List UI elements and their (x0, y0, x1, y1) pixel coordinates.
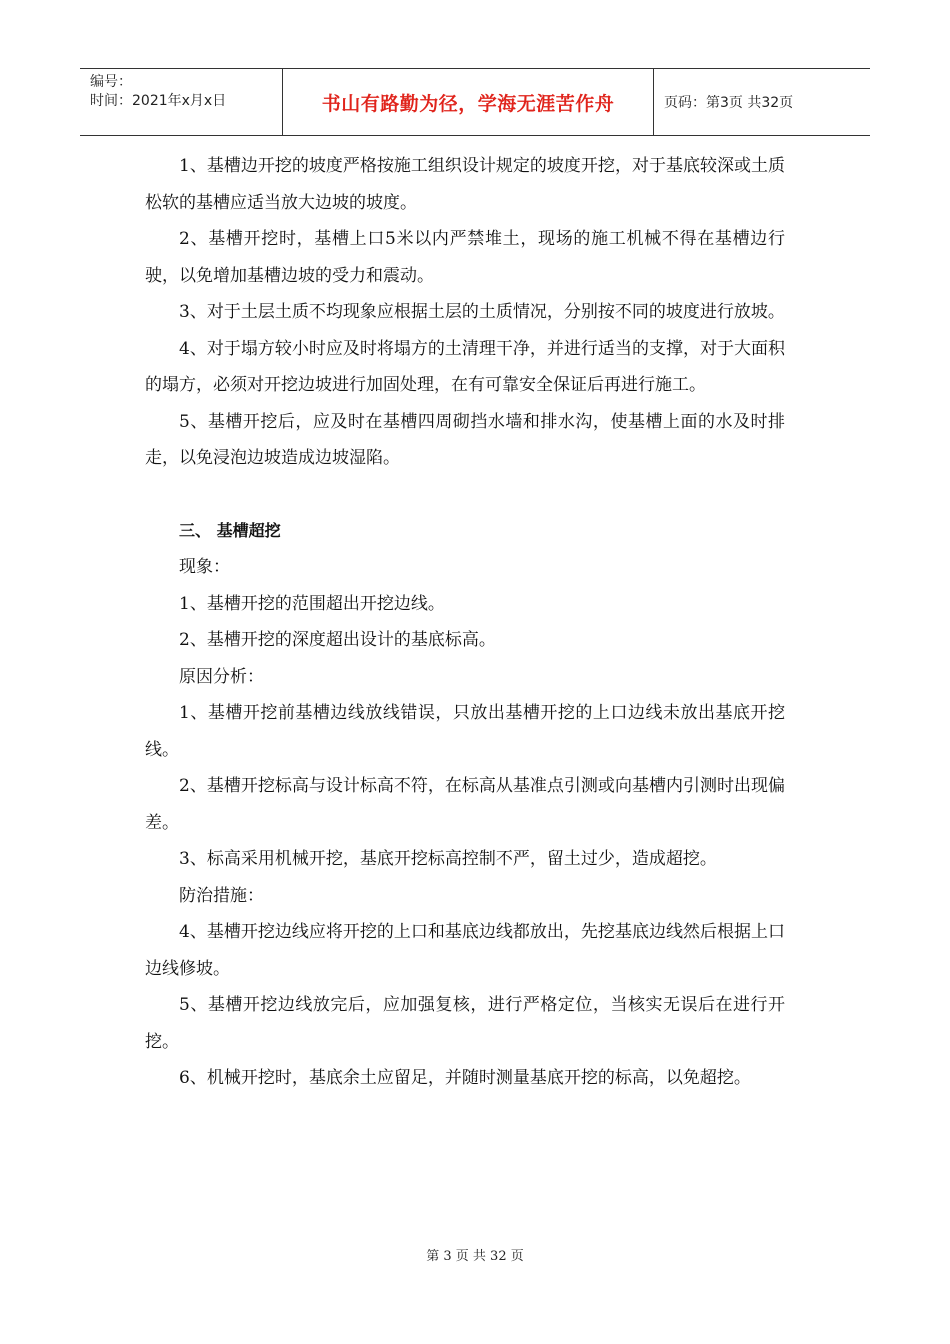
cause-item: 2、基槽开挖标高与设计标高不符，在标高从基准点引测或向基槽内引测时出现偏差。 (145, 776, 785, 833)
page-footer: 第 3 页 共 32 页 (426, 1249, 524, 1264)
number-label: 编号： (90, 74, 132, 90)
document-header (80, 68, 870, 136)
section-heading: 三、 基槽超挖 (179, 520, 281, 540)
paragraph: 2、基槽开挖时，基槽上口5米以内严禁堆土，现场的施工机械不得在基槽边行驶，以免增加基槽边坡的受力和震动。 (145, 229, 785, 286)
label-phenomenon: 现象： (179, 557, 230, 577)
header-page-cell (654, 69, 870, 135)
label-cause: 原因分析： (179, 666, 264, 687)
measure-item: 6、机械开挖时，基底余土应留足，并随时测量基底开挖的标高，以免超挖。 (179, 1068, 751, 1088)
paragraph: 5、基槽开挖后，应及时在基槽四周砌挡水墙和排水沟，使基槽上面的水及时排走，以免浸泡边坡造成边坡湿陷。 (145, 411, 785, 468)
header-motto-cell (282, 69, 654, 135)
measure-item: 4、基槽开挖边线应将开挖的上口和基底边线都放出，先挖基底边线然后根据上口边线修坡。 (145, 922, 785, 979)
document-body (145, 148, 785, 1097)
blank-line (145, 477, 785, 513)
label-measures: 防治措施： (179, 885, 264, 906)
cause-item: 3、标高采用机械开挖，基底开挖标高控制不严，留土过少，造成超挖。 (179, 849, 717, 869)
phenomenon-item: 1、基槽开挖的范围超出开挖边线。 (179, 593, 445, 614)
paragraph: 3、对于土层土质不均现象应根据土层的土质情况，分别按不同的坡度进行放坡。 (179, 302, 785, 322)
page-label: 页码：第3页 共32页 (664, 95, 794, 111)
time-label: 时间：2021年x月x日 (90, 93, 227, 109)
measure-item: 5、基槽开挖边线放完后，应加强复核，进行严格定位，当核实无误后在进行开挖。 (145, 995, 785, 1052)
paragraph: 4、对于塌方较小时应及时将塌方的土清理干净，并进行适当的支撑，对于大面积的塌方，必须对开挖边坡进行加固处理，在有可靠安全保证后再进行施工。 (145, 338, 785, 395)
phenomenon-item: 2、基槽开挖的深度超出设计的基底标高。 (179, 630, 496, 650)
paragraph: 1、基槽边开挖的坡度严格按施工组织设计规定的坡度开挖，对于基底较深或土质松软的基槽应适当放大边坡的坡度。 (145, 156, 785, 213)
motto: 书山有路勤为径，学海无涯苦作舟 (321, 92, 615, 115)
header-meta (80, 69, 282, 135)
cause-item: 1、基槽开挖前基槽边线放线错误，只放出基槽开挖的上口边线未放出基底开挖线。 (145, 703, 785, 760)
